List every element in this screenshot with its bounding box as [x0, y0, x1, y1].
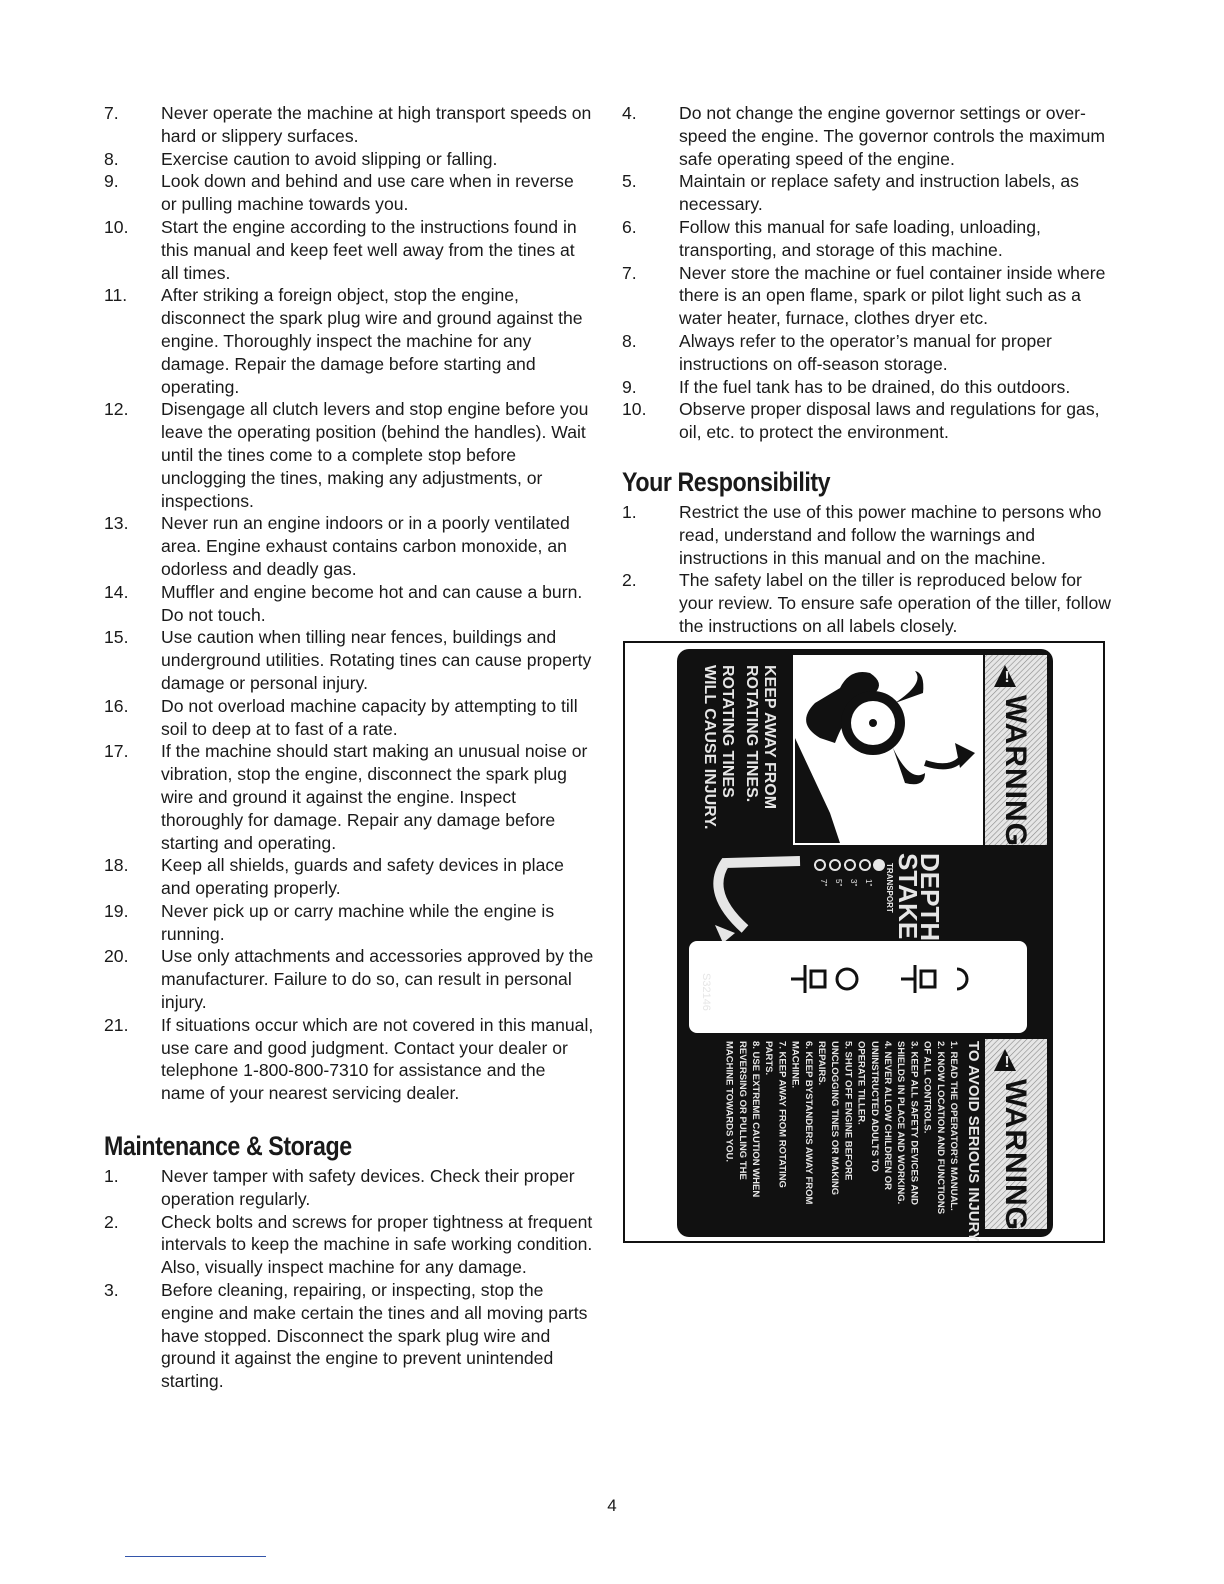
label-instruction-line: UNINSTRUCTED ADULTS TO — [868, 1041, 880, 1172]
list-item — [104, 398, 594, 512]
label-instruction-line: REPAIRS. — [816, 1041, 827, 1086]
list-item-text: Always refer to the operator’s manual for proper instructions on off-season storage. — [679, 330, 1052, 374]
keep-away-line-1: KEEP AWAY FROM — [761, 665, 778, 810]
list-item — [622, 501, 1112, 569]
list-item — [622, 262, 1112, 330]
list-item — [622, 102, 1112, 170]
list-item-text: Before cleaning, repairing, or inspecting, stop the engine and make certain the tines and all moving parts have stopped. Disconnect the spark plug wire and ground it against the engine to prevent unintended starting. — [161, 1280, 588, 1392]
label-instruction-line: 4. NEVER ALLOW CHILDREN OR — [882, 1041, 893, 1191]
list-item-number: 3. — [104, 1280, 119, 1301]
maintenance-list-continued — [622, 102, 1112, 444]
list-item-number: 10. — [622, 399, 647, 420]
list-item-text: Never operate the machine at high transport speeds on hard or slippery surfaces. — [161, 103, 592, 146]
warning-word-top: WARNING — [999, 695, 1032, 847]
list-item-number: 7. — [104, 103, 119, 123]
list-item-number: 1. — [622, 501, 637, 522]
list-item — [622, 330, 1112, 376]
list-item-text: Exercise caution to avoid slipping or falling. — [161, 148, 498, 169]
list-item-text: If the fuel tank has to be drained, do this outdoors. — [679, 376, 1071, 397]
label-instruction-line: 1. READ THE OPERATOR'S MANUAL. — [948, 1041, 959, 1211]
list-item-number: 20. — [104, 946, 129, 967]
part-number: S32146 — [700, 973, 712, 1011]
label-instruction-line: OPERATE TILLER. — [855, 1041, 867, 1125]
list-item-text: Check bolts and screws for proper tightness at frequent intervals to keep the machine in safe working condition. Also, visually inspect machine for any damage. — [161, 1211, 593, 1278]
list-item-number: 8. — [622, 330, 637, 351]
bottom-rule — [125, 1556, 266, 1557]
list-item-text: Disengage all clutch levers and stop engine before you leave the operating position (behind the handles). Wait until the tines come to a complete stop before unclogging the tines, making any adjustments, or inspections. — [161, 399, 589, 511]
list-item — [104, 148, 594, 171]
list-item-text: After striking a foreign object, stop the engine, disconnect the spark plug wire and ground against the engine. Thoroughly inspect the machine for any damage. Repair the damage before starting and operating. — [161, 285, 583, 397]
label-instruction-line: UNCLOGGING TINES OR MAKING — [829, 1041, 841, 1196]
depth-mark-1: 1" — [864, 879, 873, 887]
list-item-text: Start the engine according to the instructions found in this manual and keep feet well away from the tines at all times. — [161, 216, 577, 283]
list-item-text: Maintain or replace safety and instruction labels, as necessary. — [679, 171, 1079, 215]
list-item — [622, 398, 1112, 444]
list-item — [104, 1211, 594, 1279]
list-item-text: Never pick up or carry machine while the engine is running. — [161, 900, 555, 944]
list-item — [104, 945, 594, 1013]
list-item-number: 21. — [104, 1014, 129, 1035]
label-instruction-line: MACHINE TOWARDS YOU. — [723, 1041, 735, 1163]
label-instruction-line: OF ALL CONTROLS. — [921, 1041, 933, 1134]
label-instruction-line: 7. KEEP AWAY FROM ROTATING — [776, 1041, 788, 1188]
label-instruction-line: REVERSING OR PULLING THE — [736, 1041, 748, 1180]
maintenance-list — [104, 1165, 594, 1393]
label-instruction-line: 8. USE EXTREME CAUTION WHEN — [750, 1041, 761, 1198]
list-item-text: Restrict the use of this power machine to persons who read, understand and follow the warnings and instructions in this manual and on the machine. — [679, 501, 1102, 568]
list-item-text: Never tamper with safety devices. Check their proper operation regularly. — [161, 1166, 575, 1209]
list-item-text: Never store the machine or fuel container inside where there is an open flame, spark or pilot light such as a water heater, furnace, clothes dryer etc. — [679, 262, 1106, 329]
list-item — [104, 1165, 594, 1211]
list-item-number: 14. — [104, 581, 129, 602]
list-item-number: 19. — [104, 900, 129, 921]
list-item-number: 16. — [104, 695, 129, 716]
list-item — [104, 512, 594, 580]
safety-label-figure — [623, 641, 1105, 1243]
list-item-text: Muffler and engine become hot and can cause a burn. Do not touch. — [161, 581, 583, 625]
label-instruction-line: SHIELDS IN PLACE AND WORKING. — [895, 1041, 907, 1205]
list-item-number: 7. — [622, 262, 637, 283]
right-column — [622, 102, 1112, 638]
responsibility-heading: Your Responsibility — [622, 466, 831, 497]
list-item — [104, 740, 594, 854]
list-item-text: Use caution when tilling near fences, buildings and underground utilities. Rotating tines can cause property damage or personal injury. — [161, 627, 592, 693]
list-item — [104, 284, 594, 398]
list-item-text: Follow this manual for safe loading, unloading, transporting, and storage of this machine. — [679, 216, 1041, 260]
depth-mark-3: 3" — [849, 879, 858, 887]
list-item — [104, 626, 594, 694]
list-item — [104, 1014, 594, 1105]
label-instruction-line: 3. KEEP ALL SAFETY DEVICES AND — [908, 1041, 920, 1206]
symbol-panel — [689, 941, 1027, 1033]
list-item-text: Observe proper disposal laws and regulations for gas, oil, etc. to protect the environment. — [679, 399, 1100, 443]
maintenance-heading: Maintenance & Storage — [104, 1131, 352, 1162]
list-item-number: 5. — [622, 171, 637, 192]
depth-stake-line-1: DEPTH — [915, 853, 945, 942]
list-item — [104, 695, 594, 741]
list-item-number: 11. — [104, 285, 128, 306]
warning-word-bottom: WARNING — [999, 1079, 1032, 1231]
list-item — [104, 581, 594, 627]
list-item-number: 10. — [104, 216, 129, 237]
keep-away-line-4: WILL CAUSE INJURY. — [701, 665, 718, 830]
depth-stake-line-2: STAKE — [893, 853, 923, 940]
svg-text:!: ! — [1004, 669, 1010, 686]
depth-mark-5: 5" — [834, 879, 843, 887]
list-item — [104, 102, 594, 148]
safety-list-continued — [104, 102, 594, 1105]
list-item-text: Use only attachments and accessories approved by the manufacturer. Failure to do so, can result in personal injury. — [161, 946, 594, 1013]
list-item-number: 15. — [104, 627, 129, 648]
list-item-number: 9. — [622, 376, 637, 397]
list-item-text: Keep all shields, guards and safety devices in place and operating properly. — [161, 855, 564, 899]
transport-label: TRANSPORT — [885, 863, 894, 913]
list-item — [622, 376, 1112, 399]
label-instruction-line: 6. KEEP BYSTANDERS AWAY FROM — [802, 1041, 814, 1205]
list-item-text: If situations occur which are not covered in this manual, use care and good judgment. Contact your dealer or telephone 1-800-800-7310 for assistance and the name of your nearest servicing dealer. — [161, 1014, 594, 1104]
list-item — [622, 216, 1112, 262]
avoid-injury-heading: TO AVOID SERIOUS INJURY — [965, 1041, 982, 1241]
list-item-number: 8. — [104, 148, 119, 169]
list-item-text: If the machine should start making an unusual noise or vibration, stop the engine, disconnect the spark plug wire and ground it against the engine. Inspect thoroughly for damage. Repair any damage before starting and operating. — [161, 741, 588, 853]
list-item-text: The safety label on the tiller is reproduced below for your review. To ensure safe operation of the tiller, follow the instructions on all labels closely. — [679, 570, 1111, 636]
list-item-number: 9. — [104, 171, 119, 192]
list-item-number: 2. — [104, 1211, 119, 1232]
list-item — [104, 854, 594, 900]
keep-away-line-3: ROTATING TINES — [719, 665, 736, 798]
keep-away-line-2: ROTATING TINES. — [743, 665, 760, 803]
left-column — [104, 102, 594, 1393]
depth-mark-7: 7" — [819, 879, 828, 887]
responsibility-list — [622, 501, 1112, 638]
list-item-number: 1. — [104, 1166, 119, 1187]
list-item — [104, 900, 594, 946]
label-instruction-line: 2. KNOW LOCATION AND FUNCTIONS — [934, 1041, 946, 1215]
list-item-number: 2. — [622, 570, 637, 591]
safety-label-illustration — [625, 643, 1103, 1241]
list-item-text: Do not overload machine capacity by attempting to till soil to deep at to fast of a rate. — [161, 695, 578, 739]
list-item-number: 6. — [622, 216, 637, 237]
list-item-number: 17. — [104, 741, 129, 762]
list-item-number: 13. — [104, 513, 129, 534]
list-item-text: Look down and behind and use care when in reverse or pulling machine towards you. — [161, 171, 574, 215]
list-item — [104, 216, 594, 284]
list-item-text: Do not change the engine governor settings or over-speed the engine. The governor controls the maximum safe operating speed of the engine. — [679, 103, 1106, 169]
list-item — [622, 569, 1112, 637]
label-instruction-line: PARTS. — [763, 1041, 775, 1076]
list-item-number: 12. — [104, 399, 129, 420]
page-number: 4 — [607, 1496, 617, 1515]
list-item-number: 18. — [104, 855, 129, 876]
label-instruction-line: MACHINE. — [789, 1041, 801, 1088]
list-item — [104, 1279, 594, 1393]
list-item — [622, 170, 1112, 216]
list-item-text: Never run an engine indoors or in a poorly ventilated area. Engine exhaust contains carbon monoxide, an odorless and deadly gas. — [161, 513, 570, 579]
list-item — [104, 170, 594, 216]
list-item-number: 4. — [622, 103, 637, 123]
svg-text:!: ! — [1004, 1054, 1010, 1071]
label-instruction-line: 5. SHUT OFF ENGINE BEFORE — [842, 1041, 854, 1181]
